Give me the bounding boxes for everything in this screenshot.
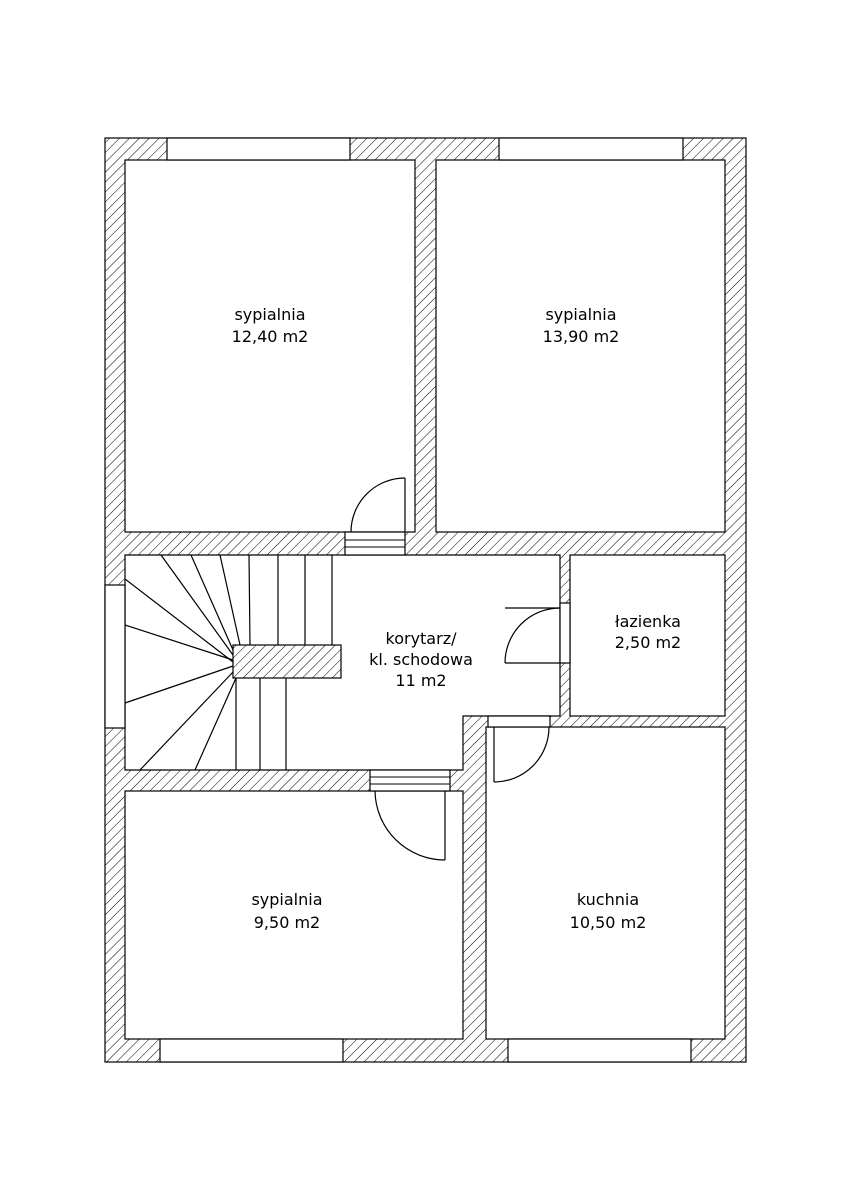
room-bedroom-1 bbox=[125, 160, 415, 532]
window-bottom-right bbox=[508, 1039, 691, 1062]
label-bedroom-1-area: 12,40 m2 bbox=[231, 327, 309, 346]
opening-bathroom bbox=[560, 603, 570, 663]
stair-landing bbox=[233, 645, 341, 678]
window-top-left bbox=[167, 138, 350, 160]
opening-bedroom-1 bbox=[345, 532, 405, 555]
window-stair bbox=[105, 585, 125, 728]
label-kitchen-name: kuchnia bbox=[576, 890, 640, 909]
label-bedroom-3-name: sypialnia bbox=[251, 890, 323, 909]
label-bathroom-name: łazienka bbox=[615, 612, 681, 631]
label-bedroom-2-name: sypialnia bbox=[545, 305, 617, 324]
opening-kitchen bbox=[488, 716, 550, 727]
room-kitchen bbox=[486, 727, 725, 1039]
room-bedroom-2 bbox=[436, 160, 725, 532]
window-bottom-left bbox=[160, 1039, 343, 1062]
label-bedroom-3-area: 9,50 m2 bbox=[253, 913, 321, 932]
label-hall-area: 11 m2 bbox=[395, 671, 447, 690]
label-hall-name-2: kl. schodowa bbox=[369, 650, 473, 669]
label-hall-name-1: korytarz/ bbox=[385, 629, 457, 648]
window-top-right bbox=[499, 138, 683, 160]
opening-bedroom-3 bbox=[370, 770, 450, 791]
label-bedroom-2-area: 13,90 m2 bbox=[542, 327, 620, 346]
label-kitchen-area: 10,50 m2 bbox=[569, 913, 647, 932]
label-bathroom-area: 2,50 m2 bbox=[614, 633, 682, 652]
label-bedroom-1-name: sypialnia bbox=[234, 305, 306, 324]
